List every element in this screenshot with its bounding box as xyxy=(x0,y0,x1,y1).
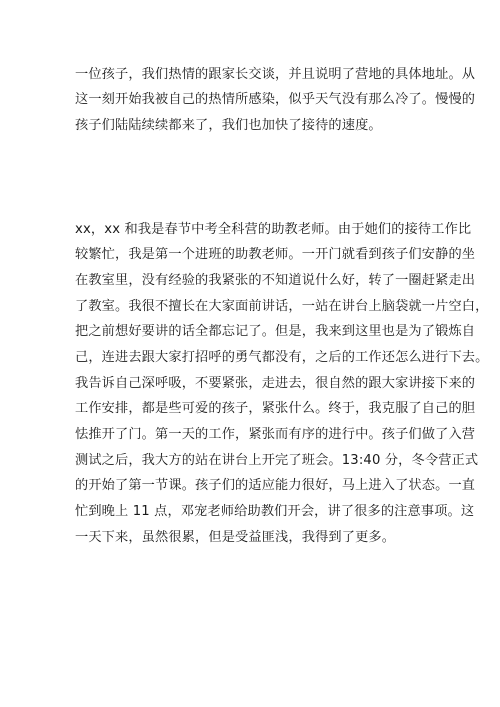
text-line: 怯推开了门。第一天的工作，紧张而有序的进行中。孩子们做了入营 xyxy=(75,427,476,442)
text-line: 我告诉自己深呼吸，不要紧张，走进去，很自然的跟大家讲接下来的 xyxy=(75,376,476,391)
text-line: 一位孩子，我们热情的跟家长交谈，并且说明了营地的具体地址。从 xyxy=(75,67,476,82)
text-line: xx，xx 和我是春节中考全科营的助教老师。由于她们的接待工作比 xyxy=(75,222,472,237)
text-line: 了教室。我很不擅长在大家面前讲话，一站在讲台上脑袋就一片空白， xyxy=(75,299,489,314)
text-line: 孩子们陆陆续续都来了，我们也加快了接待的速度。 xyxy=(75,118,382,133)
text-line: 工作安排，都是些可爱的孩子，紧张什么。终于，我克服了自己的胆 xyxy=(75,401,476,416)
text-line: 忙到晚上 11 点，邓宠老师给助教们开会，讲了很多的注意事项。这 xyxy=(75,504,475,519)
text-line: 把之前想好要讲的话全都忘记了。但是，我来到这里也是为了锻炼自 xyxy=(75,324,476,339)
text-line: 在教室里，没有经验的我紧张的不知道说什么好，转了一圈赶紧走出 xyxy=(75,273,476,288)
text-line: 一天下来，虽然很累，但是受益匪浅，我得到了更多。 xyxy=(75,530,396,545)
text-line: 较繁忙，我是第一个进班的助教老师。一开门就看到孩子们安静的坐 xyxy=(75,247,476,262)
text-line: 己，连进去跟大家打招呼的勇气都没有，之后的工作还怎么进行下去。 xyxy=(75,350,489,365)
text-line: 测试之后，我大方的站在讲台上开完了班会。13:40 分，冬令营正式 xyxy=(75,453,479,468)
text-line: 的开始了第一节课。孩子们的适应能力很好，马上进入了状态。一直 xyxy=(75,478,476,493)
text-line: 这一刻开始我被自己的热情所感染，似乎天气没有那么冷了。慢慢的 xyxy=(75,92,476,107)
